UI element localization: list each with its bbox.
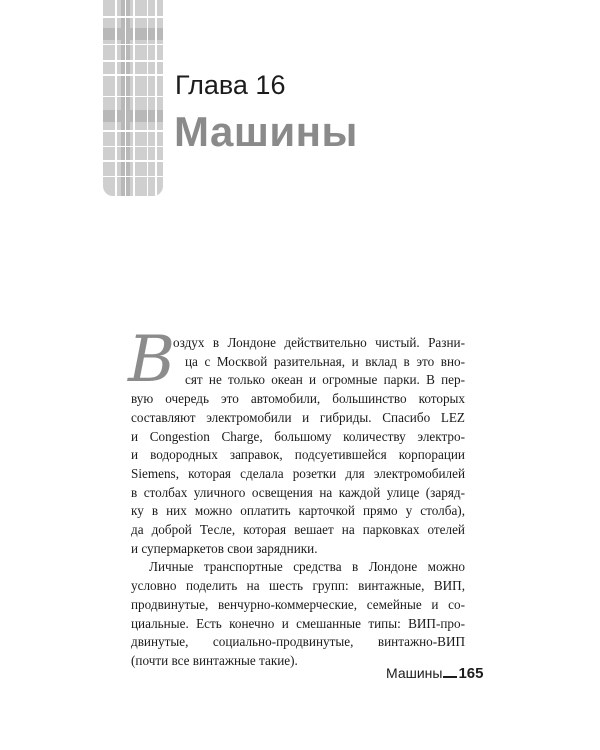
- body-text: [128, 323, 465, 671]
- text-line: сят не только океан и огромные парки. В пер-: [185, 372, 465, 388]
- chapter-number: Глава 16: [175, 70, 286, 100]
- text-line: и супермаркетов свои зарядники.: [131, 540, 318, 556]
- text-line: в столбах уличного освещения на каждой улице (заряд-: [131, 484, 465, 500]
- text-line: вую очередь это автомобили, большинство которых: [131, 391, 465, 407]
- text-line: ца с Москвой разительная, и вклад в это вно-: [185, 353, 465, 369]
- text-line: двинутые, социально-продвинутые, винтажно-ВИП: [131, 634, 465, 650]
- chapter-tartan-tab: [103, 0, 163, 196]
- running-title: Машины: [386, 665, 443, 681]
- text-line: да доброй Тесле, которая вешает на парковках отелей: [131, 522, 465, 538]
- running-footer: [386, 665, 483, 683]
- text-line: Siemens, которая сделала розетки для электромобилей: [131, 465, 465, 481]
- text-line: Личные транспортные средства в Лондоне можно: [149, 559, 465, 575]
- text-line: продвинутые, венчурно-коммерческие, семейные и со-: [131, 596, 465, 612]
- text-line: циальные. Есть конечно и смешанные типы: ВИП-про-: [131, 615, 465, 631]
- text-line: и Congestion Charge, большому количеству электро-: [131, 428, 465, 444]
- text-line: ку в них можно оплатить карточкой прямо у столба),: [131, 503, 465, 519]
- page-number: 165: [458, 665, 484, 682]
- footer-rule: [443, 676, 457, 678]
- chapter-title: Машины: [174, 108, 358, 155]
- text-line: и водородных заправок, подсуетившейся корпорации: [131, 447, 465, 463]
- text-line: оздух в Лондоне действительно чистый. Разни-: [173, 335, 465, 350]
- drop-cap: В: [128, 323, 176, 397]
- text-line: составляют электромобили и гибриды. Спасибо LEZ: [131, 409, 465, 425]
- text-line: (почти все винтажные такие).: [131, 652, 298, 668]
- text-line: условно поделить на шесть групп: винтажные, ВИП,: [131, 578, 465, 594]
